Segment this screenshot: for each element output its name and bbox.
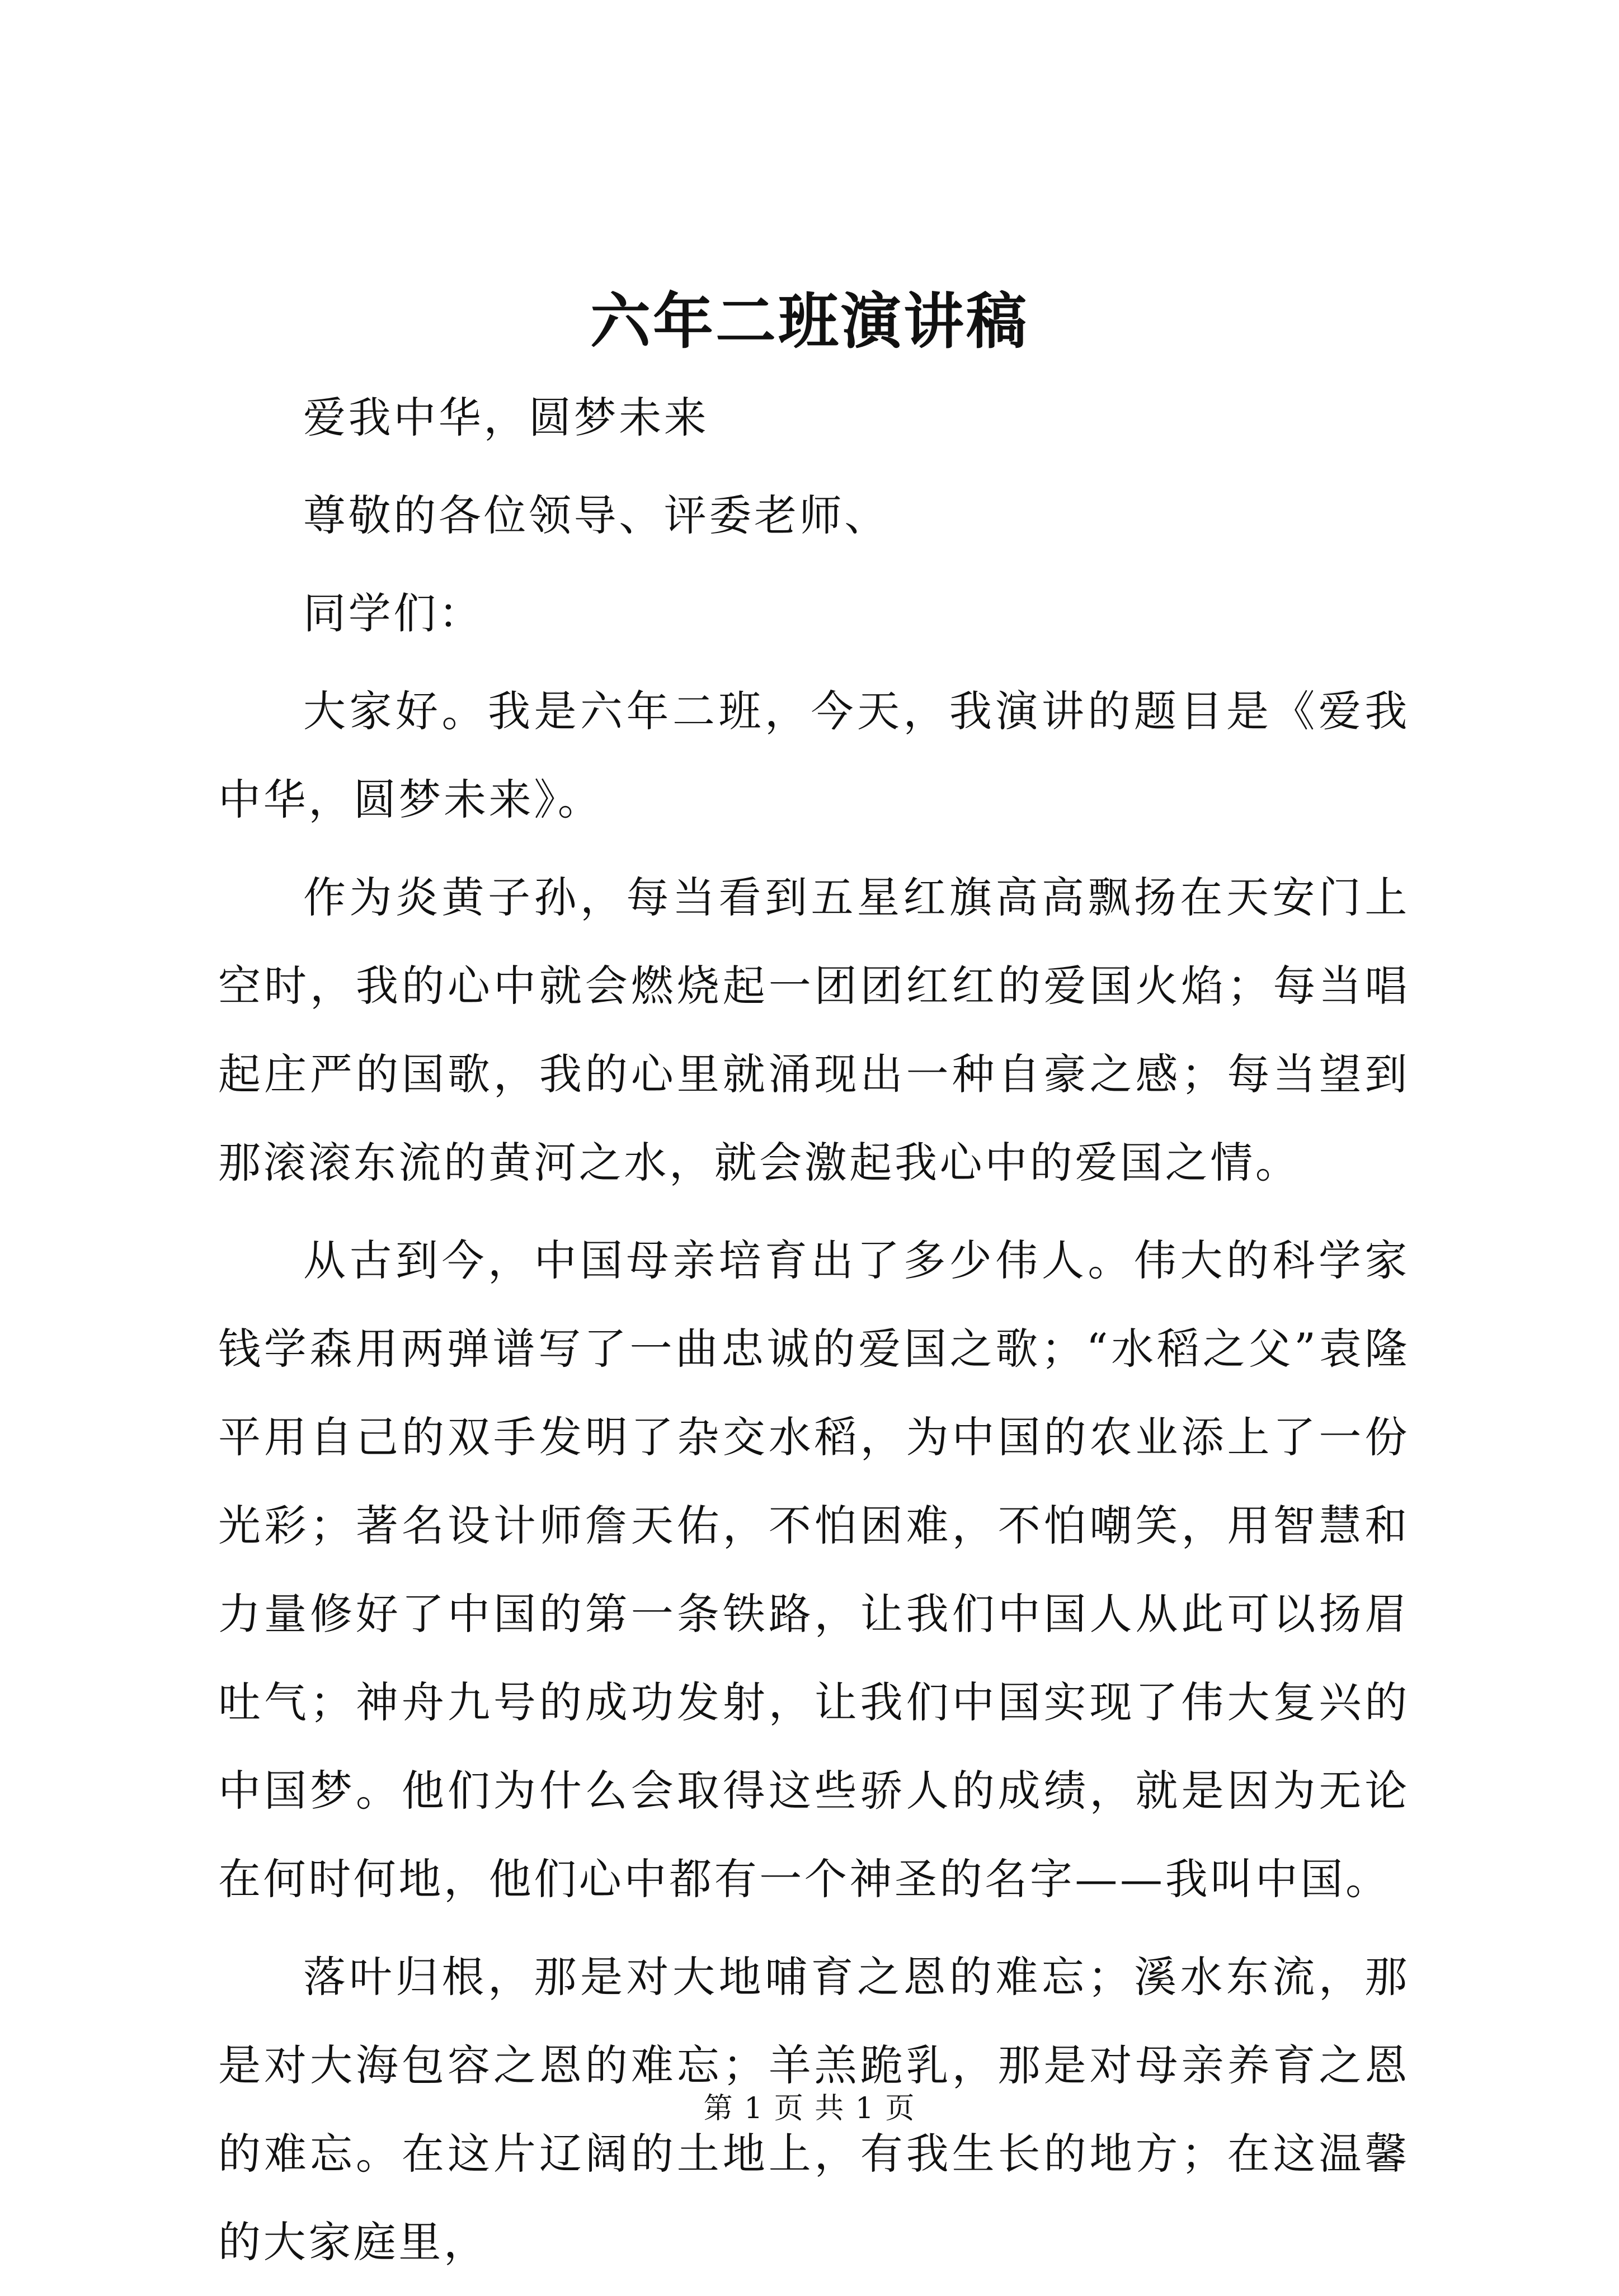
paragraph-salutation-2: 同学们： (303, 588, 484, 638)
document-title: 六年二班演讲稿 (590, 286, 1029, 357)
paragraph: 作为炎黄子孙，每当看到五星红旗高高飘扬在天安门上空时，我的心中就会燃烧起一团团红红的爱国火焰；每当唱起庄严的国歌，我的心里就涌现出一种自豪之感；每当望到那滚滚东流的黄河之水，就会激起我心中的爱国之情。 (218, 873, 1410, 1187)
paragraph-subtitle: 爱我中华，圆梦未来 (303, 393, 709, 442)
document-body (218, 374, 1410, 2296)
paragraph: 落叶归根，那是对大地哺育之恩的难忘；溪水东流，那是对大海包容之恩的难忘；羊羔跪乳，那是对母亲养育之恩的难忘。在这片辽阔的土地上，有我生长的地方；在这温馨的大家庭里， (218, 1952, 1410, 2267)
paragraph: 从古到今，中国母亲培育出了多少伟人。伟大的科学家钱学森用两弹谱写了一曲忠诚的爱国之歌；“水稻之父”袁隆平用自己的双手发明了杂交水稻，为中国的农业添上了一份光彩；著名设计师詹天佑，不怕困难，不怕嘲笑，用智慧和力量修好了中国的第一条铁路，让我们中国人从此可以扬眉吐气；神舟九号的成功发射，让我们中国实现了伟大复兴的中国梦。他们为什么会取得这些骄人的成绩，就是因为无论在何时何地，他们心中都有一个神圣的名字——我叫中国。 (218, 1236, 1410, 1904)
page-number-footer: 第 1 页 共 1 页 (703, 2092, 916, 2125)
paragraph-salutation: 尊敬的各位领导、评委老师、 (303, 491, 889, 540)
paragraph: 大家好。我是六年二班，今天，我演讲的题目是《爱我中华，圆梦未来》。 (218, 686, 1410, 824)
